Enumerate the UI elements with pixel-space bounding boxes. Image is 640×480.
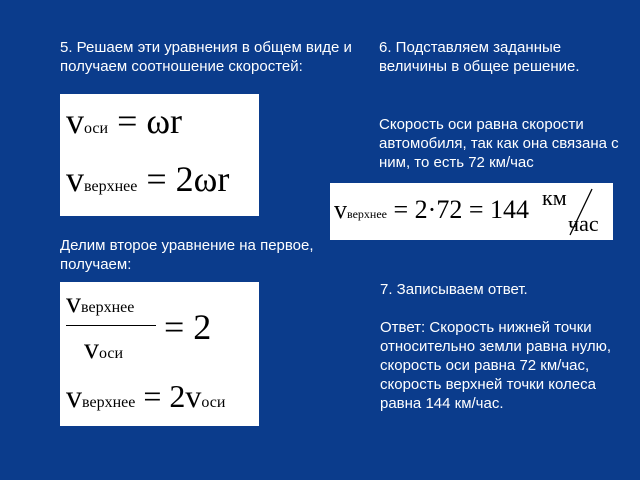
eq1-sub: оси xyxy=(84,120,109,137)
step6-text: 6. Подставляем заданные величины в общее решение. xyxy=(379,39,580,75)
eq4-v: v xyxy=(334,195,347,224)
eq3-rhs-sub: оси xyxy=(201,394,226,411)
equations-box-1 xyxy=(60,94,259,216)
eq2-rhs: = 2ωr xyxy=(146,159,230,199)
step7-answer: Ответ: Скорость нижней точки относительно земли равна нулю, скорость оси равна 72 км/час, скорость верхней точки колеса равна 144 км/час. xyxy=(380,319,612,412)
eq2-v: v xyxy=(66,159,84,199)
eq4-rhs: = 2·72 = 144 xyxy=(393,195,529,224)
divide-text: Делим второе уравнение на первое, получаем: xyxy=(60,237,314,273)
fraction-denominator xyxy=(84,332,123,366)
fraction-numerator xyxy=(66,286,134,320)
step6-explain: Скорость оси равна скорости автомобиля, так как она связана с ним, то есть 72 км/час xyxy=(379,116,619,171)
equation-box-3 xyxy=(330,183,613,240)
eq2-sub: верхнее xyxy=(84,178,138,195)
step7-text: 7. Записываем ответ. xyxy=(380,281,528,298)
fraction-bar xyxy=(66,325,156,326)
unit-hour: час xyxy=(568,211,599,236)
frac-num-sub: верхнее xyxy=(81,299,135,316)
eq1-rhs: = ωr xyxy=(117,101,183,141)
frac-den-sub: оси xyxy=(99,345,124,362)
eq3-sub: верхнее xyxy=(82,394,136,411)
equation-v-axis xyxy=(66,100,182,142)
eq3-v: v xyxy=(66,378,82,414)
equation-v-top xyxy=(66,158,229,200)
step5-text: 5. Решаем эти уравнения в общем виде и получаем соотношение скоростей: xyxy=(60,39,352,75)
eq3-rhs: = 2v xyxy=(143,378,202,414)
equation-v-top-2v xyxy=(66,378,225,415)
fraction-rhs xyxy=(164,306,211,348)
eq4-sub: верхнее xyxy=(347,207,387,221)
frac-den-v: v xyxy=(84,332,99,365)
equations-box-2 xyxy=(60,282,259,426)
unit-km: км xyxy=(542,185,567,210)
frac-rhs-text: = 2 xyxy=(164,307,212,347)
eq1-v: v xyxy=(66,101,84,141)
frac-num-v: v xyxy=(66,286,81,319)
